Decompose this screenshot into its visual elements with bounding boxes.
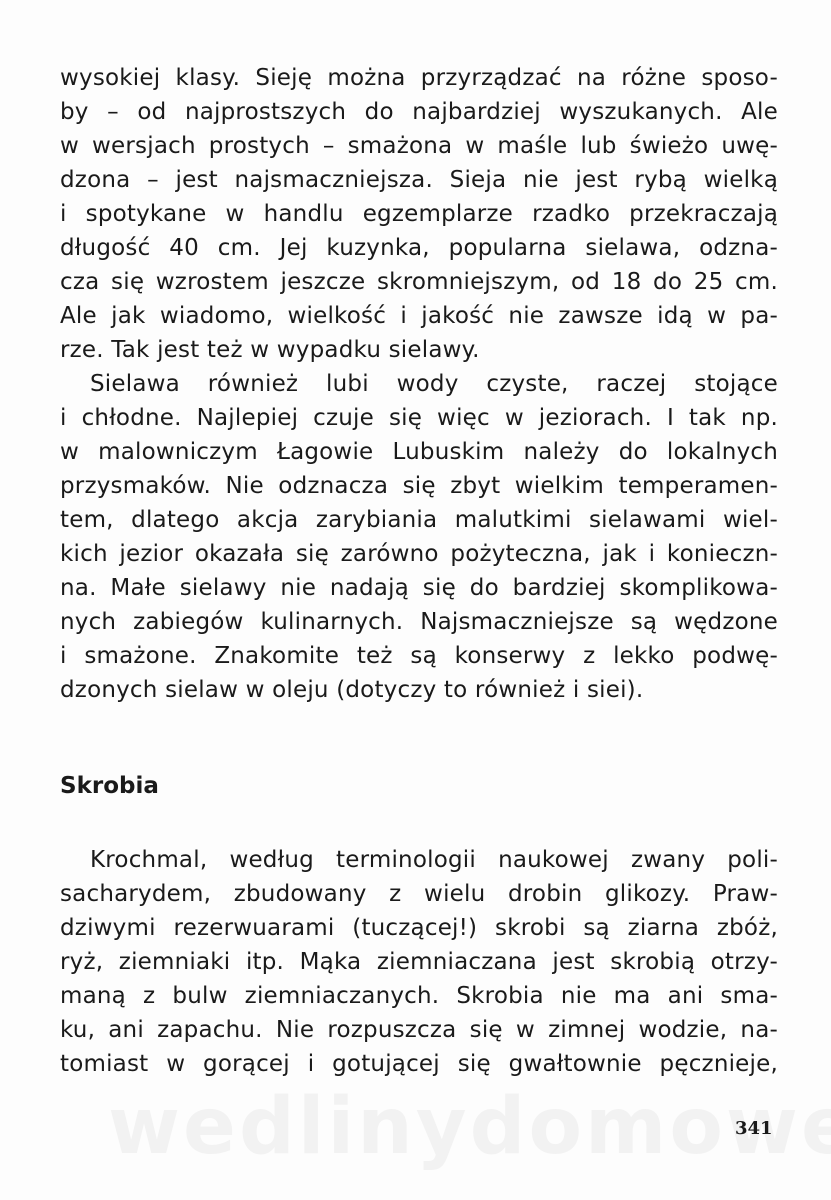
watermark bbox=[108, 1082, 831, 1172]
text-line: na. Małe sielawy nie nadają się do bardziej skomplikowa- bbox=[60, 575, 778, 601]
text-line: tem, dlatego akcja zarybiania malutkimi sielawami wiel- bbox=[60, 507, 778, 533]
text-line: przysmaków. Nie odznacza się zbyt wielkim temperamen- bbox=[60, 473, 778, 499]
text-line: maną z bulw ziemniaczanych. Skrobia nie ma ani sma- bbox=[60, 983, 778, 1009]
text-line: dzonych sielaw w oleju (dotyczy to również i siei). bbox=[60, 677, 644, 703]
text-line: i chłodne. Najlepiej czuje się więc w jeziorach. I tak np. bbox=[60, 405, 778, 431]
text-line: Sielawa również lubi wody czyste, raczej stojące bbox=[90, 371, 778, 397]
text-line: kich jezior okazała się zarówno pożyteczna, jak i konieczn- bbox=[60, 541, 778, 567]
text-line: w malowniczym Łagowie Lubuskim należy do lokalnych bbox=[60, 439, 778, 465]
section-heading: Skrobia bbox=[60, 773, 159, 799]
text-line: nych zabiegów kulinarnych. Najsmaczniejsze są wędzone bbox=[60, 609, 778, 635]
text-line: dzona – jest najsmaczniejsza. Sieja nie jest rybą wielką bbox=[60, 167, 778, 193]
text-line: ku, ani zapachu. Nie rozpuszcza się w zimnej wodzie, na- bbox=[60, 1017, 778, 1043]
text-line: wysokiej klasy. Sieję można przyrządzać na różne sposo- bbox=[60, 65, 778, 91]
text-line: tomiast w gorącej i gotującej się gwałtownie pęcznieje, bbox=[60, 1051, 778, 1077]
text-line: Ale jak wiadomo, wielkość i jakość nie zawsze idą w pa- bbox=[60, 303, 778, 329]
text-line: i smażone. Znakomite też są konserwy z lekko podwę- bbox=[60, 643, 778, 669]
text-line: rze. Tak jest też w wypadku sielawy. bbox=[60, 337, 480, 363]
text-line: dziwymi rezerwuarami (tuczącej!) skrobi są ziarna zbóż, bbox=[60, 915, 778, 941]
text-line: sacharydem, zbudowany z wielu drobin glikozy. Praw- bbox=[60, 881, 778, 907]
text-line: cza się wzrostem jeszcze skromniejszym, od 18 do 25 cm. bbox=[60, 269, 778, 295]
text-line: długość 40 cm. Jej kuzynka, popularna sielawa, odzna- bbox=[60, 235, 778, 261]
text-line: ryż, ziemniaki itp. Mąka ziemniaczana jest skrobią otrzy- bbox=[60, 949, 778, 975]
text-line: Krochmal, według terminologii naukowej zwany poli- bbox=[90, 847, 778, 873]
text-line: i spotykane w handlu egzemplarze rzadko przekraczają bbox=[60, 201, 778, 227]
text-line: w wersjach prostych – smażona w maśle lub świeżo uwę- bbox=[60, 133, 778, 159]
page-number: 341 bbox=[735, 1118, 773, 1139]
text-line: by – od najprostszych do najbardziej wyszukanych. Ale bbox=[60, 99, 778, 125]
